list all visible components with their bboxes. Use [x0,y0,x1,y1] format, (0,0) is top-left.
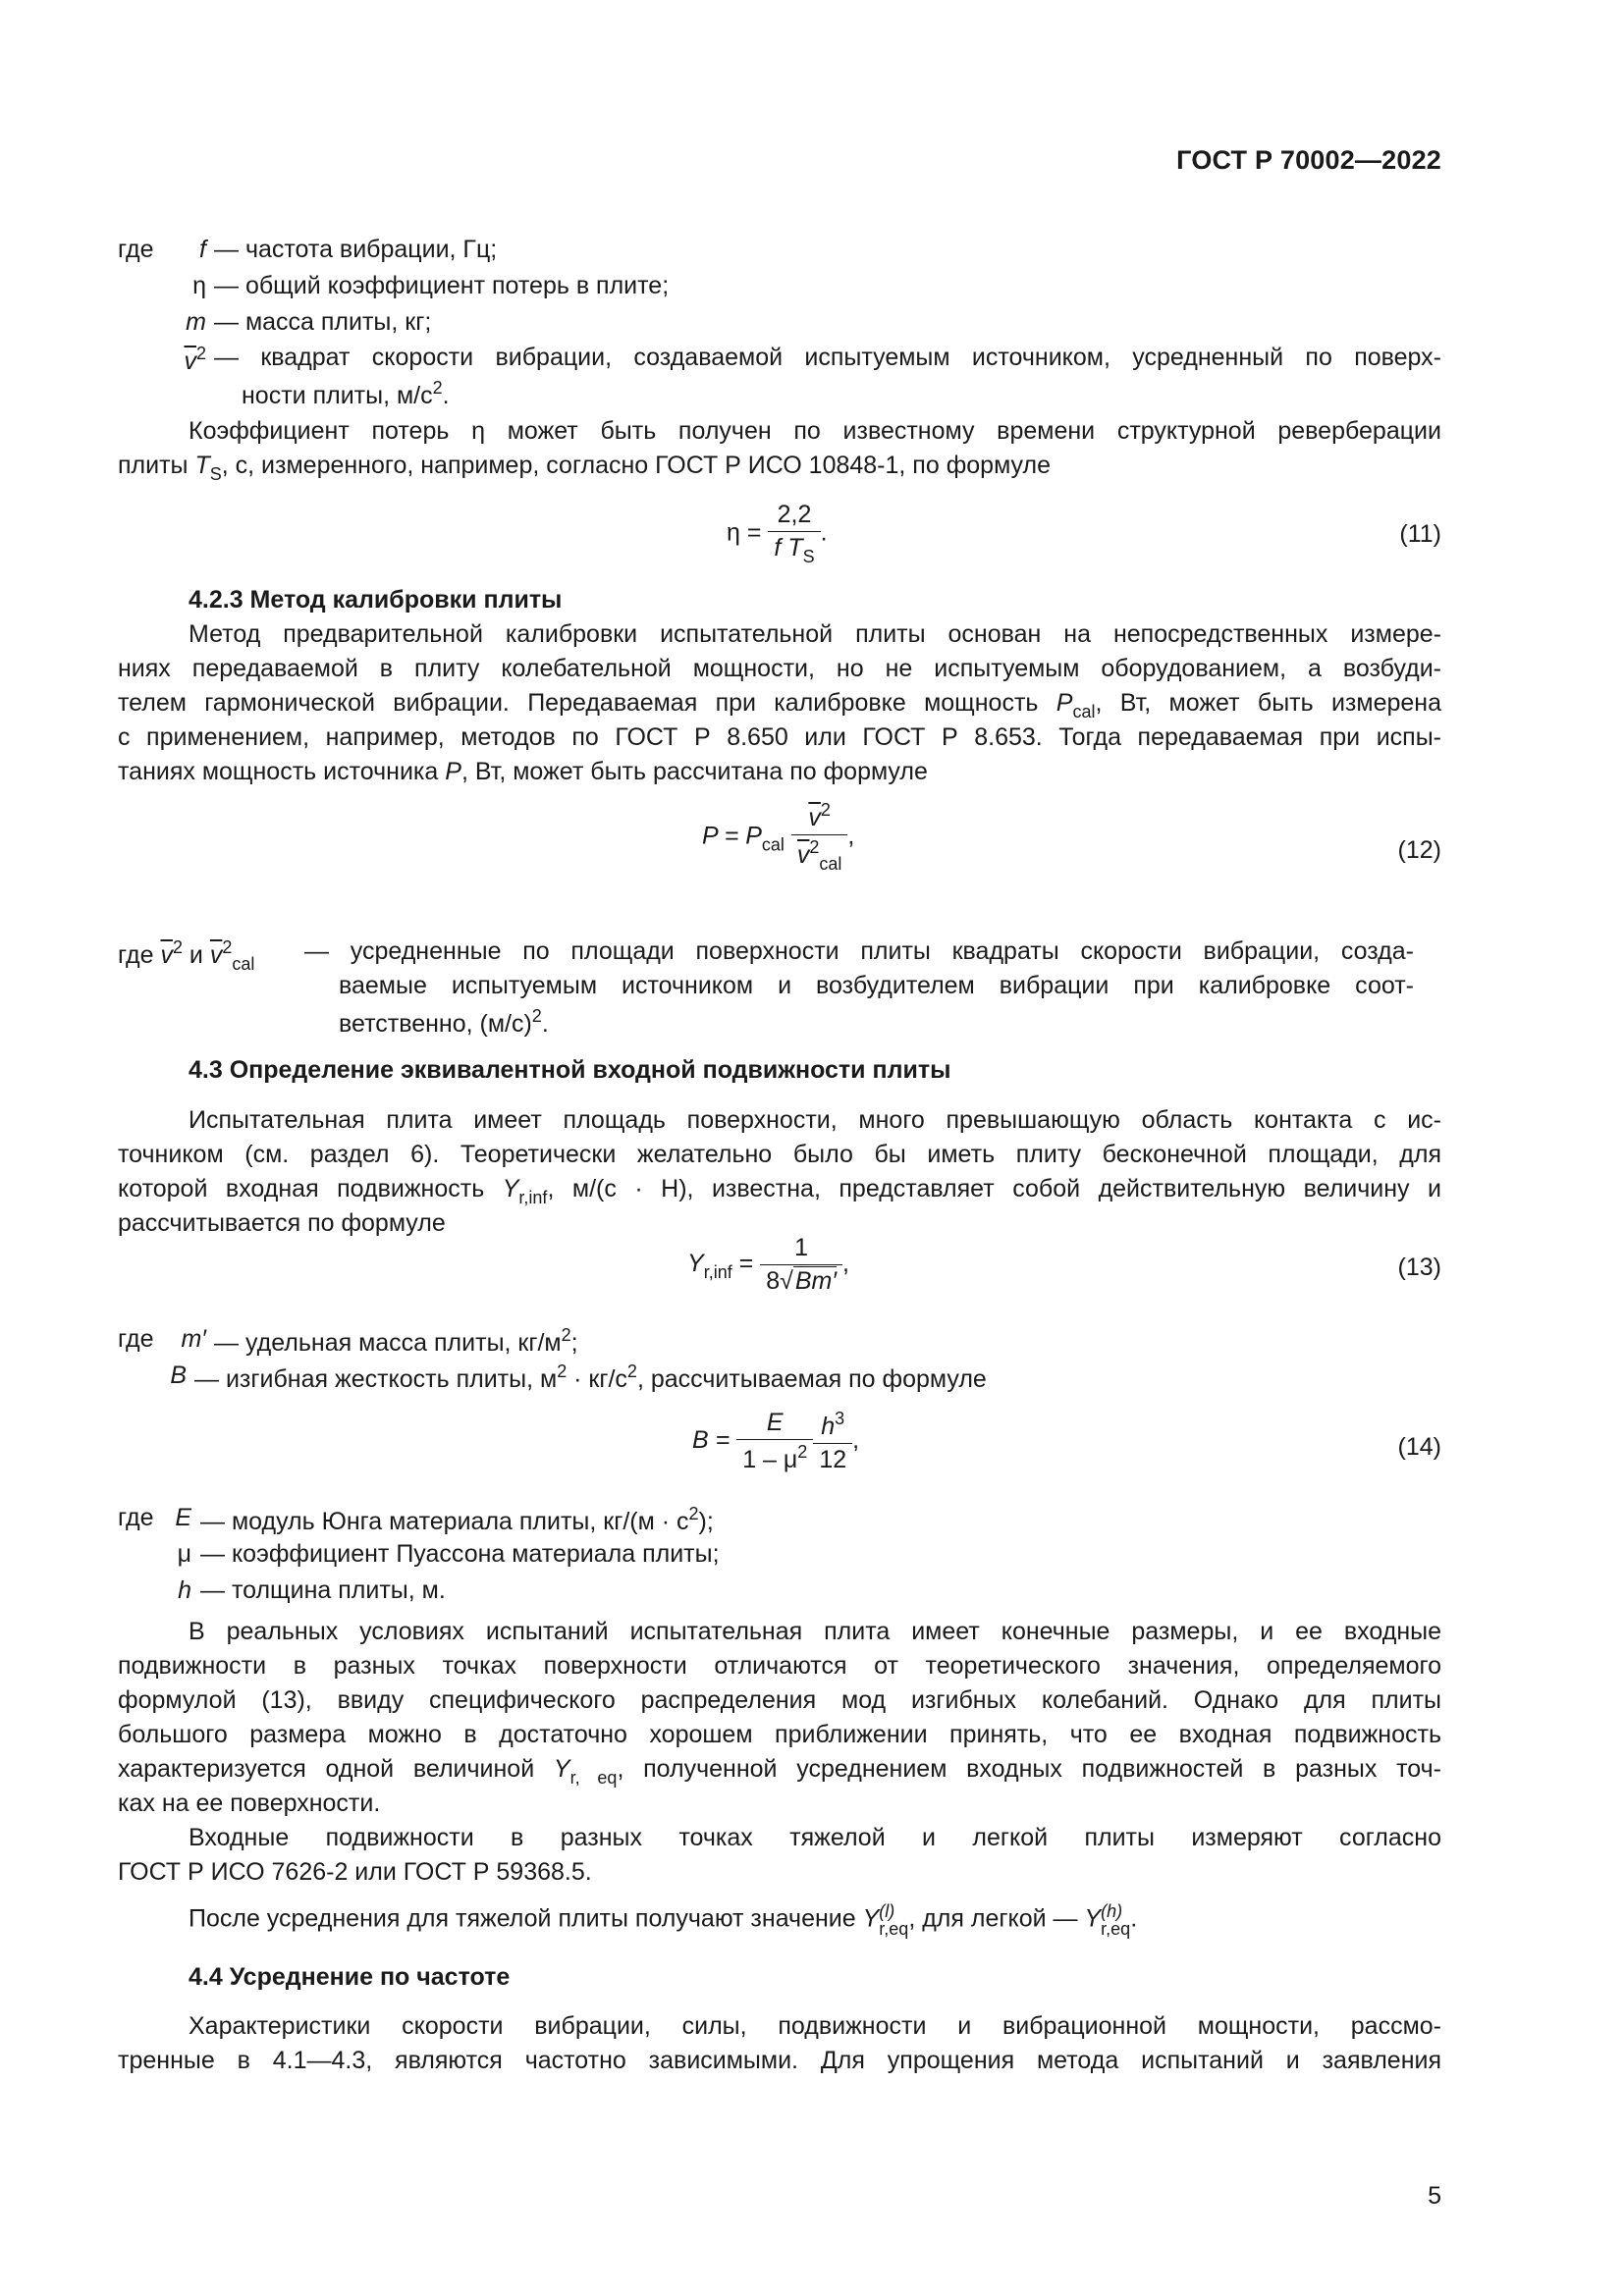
def-text-E: — модуль Юнга материала плиты, $кг/(м \cdot с^2)$; [200,1504,714,1535]
def-text-B: — изгибная жесткость плиты, $м^2 \cdot кг/с^2$, рассчитываемая по формуле [194,1362,987,1393]
def-text-m-prime: — удельная масса плиты, $кг/м^2$; [214,1325,578,1357]
def-text-h: — толщина плиты, м. [200,1576,446,1604]
equation-13: $Y_{r,inf}$ = $\frac{1}{8√Bm'}$ , [687,1234,849,1295]
equation-number-13: (13) [1397,1254,1441,1281]
sec43-line4: рассчитывается по формуле [118,1209,446,1237]
sec423-line5: таниях мощность источника P, Вт, может быть рассчитана по формуле [118,758,928,785]
p-real-line3: формулой (13), ввиду специфического распределения мод изгибных колебаний. Однако для плиты [118,1686,1441,1714]
sec43-line3: которой входная подвижность $Y_{r,inf}$, м/(с · Н), известна, представляет собой действительную величину и [118,1175,1441,1207]
where12-line1: — усредненные по площади поверхности плиты квадраты скорости вибрации, созда- [304,937,1414,965]
def-text-v2-cont: ности плиты, $м/с^2$. [242,378,450,409]
def-symbol-B: B [170,1362,187,1389]
p-real-line2: подвижности в разных точках поверхности отличаются от теоретического значения, определяемого [118,1652,1441,1680]
def-text-v2: — квадрат скорости вибрации, создаваемой испытуемым источником, усредненный по поверх- [214,344,1441,371]
equation-11: η = $\frac{2,2}{f T_S}$ . [727,501,828,566]
def-symbol-v2: $\overline{v}^2$ [184,344,206,375]
where-label-14: где [118,1504,154,1531]
paragraph-loss-line1: Коэффициент потерь η может быть получен по известному времени структурной реверберации [189,417,1441,445]
where-label: где [118,236,154,263]
def-symbol-m: m [186,308,206,336]
def-symbol-eta: η [192,272,206,299]
page-number: 5 [1428,2182,1441,2210]
section-heading-4-4: 4.4 Усреднение по частоте [189,1963,511,1991]
def-symbol-f: f [199,236,206,263]
equation-number-11: (11) [1399,520,1441,548]
sec423-line1: Метод предварительной калибровки испытательной плиты основан на непосредственных измере- [189,620,1441,648]
sec43-line2: точником (см. раздел 6). Теоретически желательно было бы иметь плиту бесконечной площади, для [118,1141,1441,1168]
p-input-line1: Входные подвижности в разных точках тяжелой и легкой плиты измеряют согласно [189,1824,1441,1851]
sec44-line1: Характеристики скорости вибрации, силы, подвижности и вибрационной мощности, рассмо- [189,2012,1441,2040]
where12-line2: ваемые испытуемым источником и возбудителем вибрации при калибровке соот- [339,972,1414,999]
where12-symbols: где $\overline{v}^2$ и $\overline{v}^2_{cal}$ [118,937,255,974]
paragraph-loss-line2: плиты $T_S$, с, измеренного, например, согласно ГОСТ Р ИСО 10848-1, по формуле [118,452,1051,484]
p-avg: После усреднения для тяжелой плиты получают значение Y (l) r,eq , для легкой — Y (h) r,eq . [189,1901,1138,1939]
p-input-line2: ГОСТ Р ИСО 7626-2 или ГОСТ Р 59368.5. [118,1858,592,1886]
def-symbol-E: E [175,1504,191,1531]
sec423-line2: ниях передаваемой в плиту колебательной мощности, но не испытуемым оборудованием, а возбуди- [118,655,1441,682]
equation-14: B = $\frac{E}{1 - \mu^2}$ $\frac{h^3}{12}$ , [692,1409,860,1473]
sec43-line1: Испытательная плита имеет площадь поверхности, много превышающую область контакта с ис- [189,1106,1441,1134]
p-real-line5: характеризуется одной величиной $Y_{r, eq}$, полученной усреднением входных подвижностей в разных точ- [118,1755,1441,1788]
p-real-line6: ках на ее поверхности. [118,1789,381,1817]
def-text-f: — частота вибрации, Гц; [214,236,498,263]
where-label-13: где [118,1325,154,1353]
def-text-m: — масса плиты, кг; [214,308,432,336]
def-symbol-h: h [178,1576,191,1604]
equation-number-14: (14) [1397,1433,1441,1461]
sec423-line4: с применением, например, методов по ГОСТ Р 8.650 или ГОСТ Р 8.653. Тогда передаваемая при испы- [118,723,1441,751]
def-text-mu: — коэффициент Пуассона материала плиты; [200,1540,720,1568]
sec423-line3: телем гармонической вибрации. Передаваемая при калибровке мощность $P_{cal}$, Вт, может быть измерена [118,689,1442,721]
p-real-line4: большого размера можно в достаточно хорошем приближении принять, что ее входная подвижность [118,1721,1441,1748]
section-heading-4-3: 4.3 Определение эквивалентной входной подвижности плиты [189,1056,951,1084]
where12-line3: ветственно, $(м/с)^2$. [339,1006,549,1038]
equation-12: $P = P_{cal}$ $\frac{\overline{v}^2}{\overline{v}^2_{cal}}$ , [702,800,855,874]
document-header-id: ГОСТ Р 70002—2022 [1176,145,1441,175]
def-text-eta: — общий коэффициент потерь в плите; [214,272,670,299]
def-symbol-m-prime: m′ [181,1325,206,1353]
equation-number-12: (12) [1397,836,1441,864]
section-heading-4-2-3: 4.2.3 Метод калибровки плиты [189,586,563,614]
def-symbol-mu: μ [177,1540,191,1568]
sec44-line2: тренные в 4.1—4.3, являются частотно зависимыми. Для упрощения метода испытаний и заявления [118,2047,1441,2074]
p-real-line1: В реальных условиях испытаний испытательная плита имеет конечные размеры, и ее входные [189,1618,1441,1645]
